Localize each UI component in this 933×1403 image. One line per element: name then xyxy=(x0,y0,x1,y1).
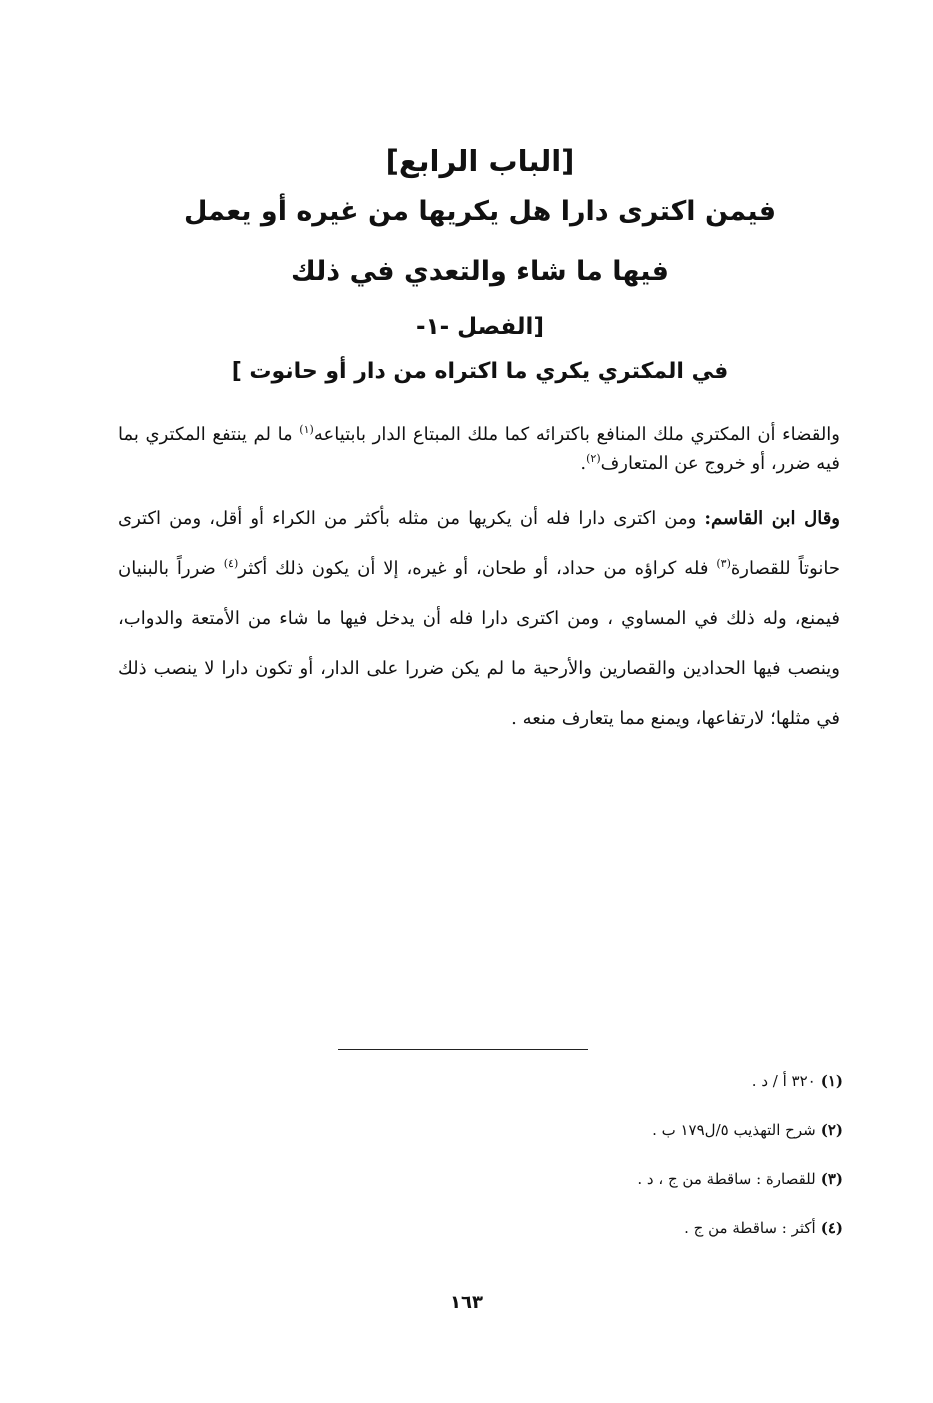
footnote-text: أكثر : ساقطة من ج . xyxy=(684,1219,816,1237)
section-subtitle: في المكتري يكري ما اكتراه من دار أو حانوت ] xyxy=(231,359,729,384)
footnote xyxy=(118,1064,843,1113)
footnote-text: للقصارة : ساقطة من ج ، د . xyxy=(637,1170,816,1188)
chapter-title-line-1: فيمن اكترى دارا هل يكريها من غيره أو يعمل xyxy=(183,196,777,227)
footnote xyxy=(118,1211,843,1260)
footnote-number: (١) xyxy=(820,1072,843,1090)
paragraph-1-text-a: والقضاء أن المكتري ملك المنافع باكترائه كما ملك المبتاع الدار بابتياعه xyxy=(313,424,840,445)
footnote-ref-4: (٤) xyxy=(223,557,239,570)
paragraph-2-lead: وقال ابن القاسم: xyxy=(704,508,840,529)
footnote-text: شرح التهذيب ٥/ل١٧٩ ب . xyxy=(652,1121,816,1139)
paragraph-1-text-b: ما لم ينتفع المكتري بما فيه ضرر، أو خروج عن المتعارف xyxy=(118,424,840,474)
footnote-separator xyxy=(338,1049,588,1050)
footnote xyxy=(118,1162,843,1211)
section-label: [الفصل -١- xyxy=(416,314,544,340)
page-number: ١٦٣ xyxy=(450,1292,483,1313)
footnote-text: ٣٢٠ أ / د . xyxy=(751,1072,816,1090)
paragraph-1-text-c: . xyxy=(580,453,587,474)
footnote-number: (٣) xyxy=(820,1170,843,1188)
paragraph-2-text-c: ضرراً بالبنيان فيمنع، وله ذلك في المساوي ، ومن اكترى دارا فله أن يدخل فيها ما شاء من الأمتعة والدواب، وينصب فيها الحدادين والقصارين والأرحية ما لم يكن ضررا على الدار، أو تكون دارا لا ينصب ذلك في مثلها؛ لارتفاعها، ويمنع مما يتعارف منعه . xyxy=(118,558,840,729)
chapter-title-line-2: فيها ما شاء والتعدي في ذلك xyxy=(291,256,669,287)
paragraph-2-text-b: فله كراؤه من حداد، أو طحان، أو غيره، إلا أن يكون ذلك أكثر xyxy=(238,558,717,579)
footnote xyxy=(118,1113,843,1162)
body-text xyxy=(118,420,840,744)
footnote-ref-2: (٢) xyxy=(586,452,601,465)
footnotes xyxy=(118,1064,843,1260)
footnote-number: (٤) xyxy=(820,1219,843,1237)
paragraph-1 xyxy=(118,420,840,478)
paragraph-2 xyxy=(118,494,840,744)
paragraph-2-text-a: ومن اكترى دارا فله أن يكريها من مثله بأكثر من الكراء أو أقل، ومن اكترى حانوتاً للقصارة xyxy=(118,508,840,579)
footnote-ref-1: (١) xyxy=(299,423,314,436)
chapter-heading-block xyxy=(120,140,840,394)
footnote-number: (٢) xyxy=(820,1121,843,1139)
chapter-label: [الباب الرابع] xyxy=(385,144,575,178)
footnote-ref-3: (٣) xyxy=(716,557,731,570)
